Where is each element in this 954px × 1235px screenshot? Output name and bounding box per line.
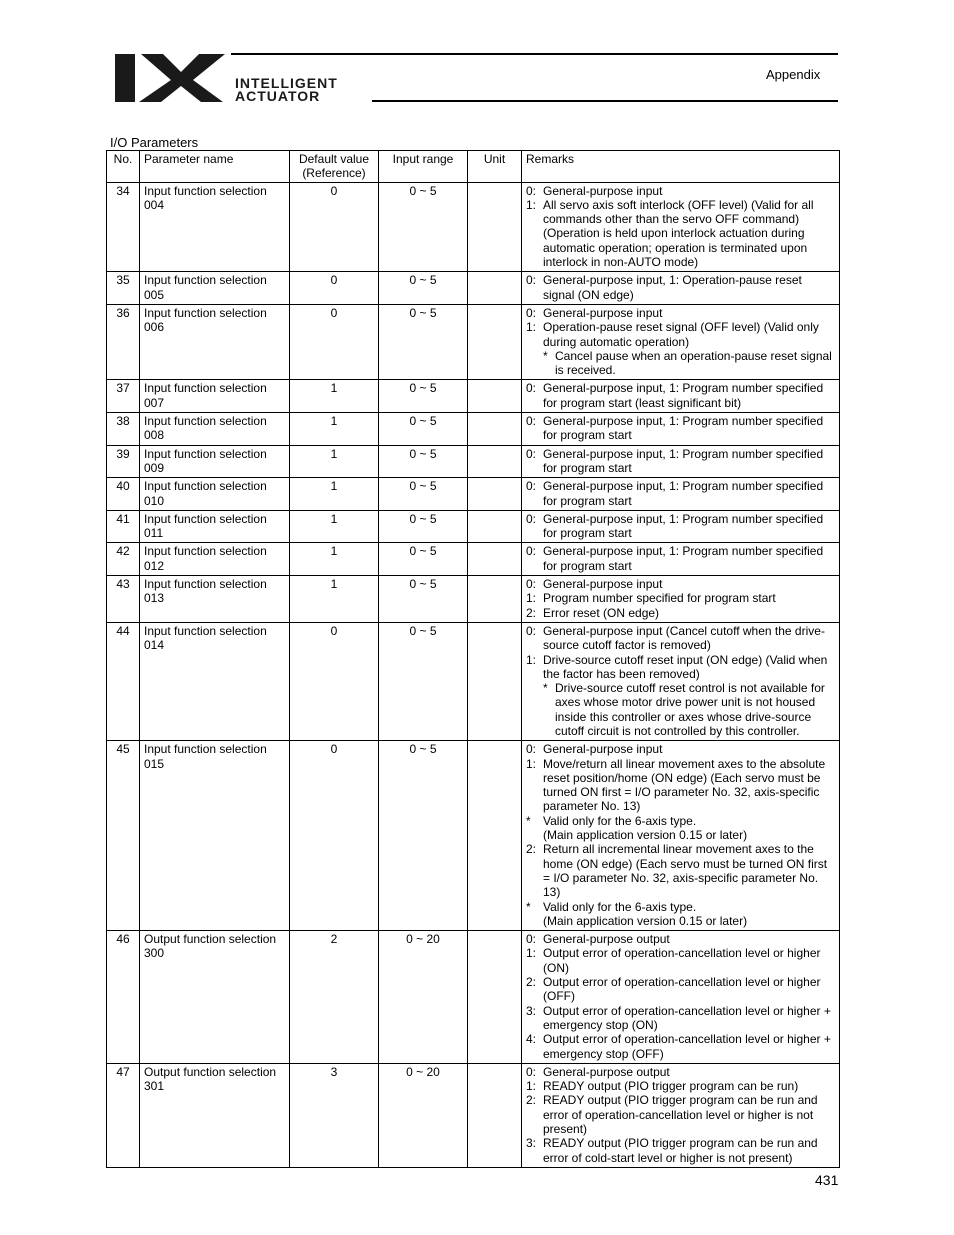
remark-key: * (543, 681, 548, 696)
param-name-line: Output function selection (144, 1064, 277, 1079)
param-default: 1 (290, 445, 379, 478)
remark-key: 4: (526, 1032, 537, 1047)
remark-text: General-purpose input, 1: Operation-pause reset signal (ON edge) (543, 273, 802, 302)
param-range: 0 ~ 5 (379, 413, 468, 446)
remark-key: 2: (526, 605, 537, 620)
table-row (107, 622, 840, 740)
param-unit (468, 543, 522, 576)
param-remarks (522, 931, 840, 1064)
header-rule-bottom (372, 100, 838, 102)
param-name (140, 380, 290, 413)
param-name (140, 510, 290, 543)
remark-item (526, 273, 835, 302)
remark-key: 0: (526, 183, 537, 198)
remark-text: General-purpose input (543, 742, 663, 757)
param-remarks (522, 445, 840, 478)
remark-key: 0: (526, 742, 537, 757)
param-range: 0 ~ 5 (379, 622, 468, 740)
param-name-line: 015 (144, 756, 165, 771)
remark-item (526, 306, 835, 320)
param-default: 1 (290, 510, 379, 543)
table-row (107, 413, 840, 446)
param-name-line: Input function selection (144, 544, 267, 559)
remark-item (526, 577, 835, 591)
param-no: 40 (107, 478, 140, 511)
table-row (107, 478, 840, 511)
logo-line2: ACTUATOR (235, 88, 321, 104)
remark-text: General-purpose input (543, 305, 663, 320)
param-default: 1 (290, 478, 379, 511)
remark-key: 2: (526, 1093, 537, 1108)
param-name (140, 1063, 290, 1167)
remark-text: Valid only for the 6-axis type. (543, 813, 697, 828)
remark-item (526, 900, 835, 914)
col-unit: Unit (468, 151, 522, 183)
remark-item (526, 757, 835, 814)
param-remarks (522, 576, 840, 623)
remark-text: (Main application version 0.15 or later) (543, 913, 748, 928)
param-remarks (522, 622, 840, 740)
param-no: 36 (107, 304, 140, 379)
header-rule-top (231, 53, 838, 55)
param-name-line: Input function selection (144, 742, 267, 757)
io-parameters-table (106, 150, 840, 1168)
remark-text: General-purpose input (543, 577, 663, 592)
remark-key: 2: (526, 842, 537, 857)
table-row (107, 543, 840, 576)
param-remarks (522, 413, 840, 446)
param-remarks (522, 182, 840, 272)
param-name-line: 300 (144, 946, 165, 961)
remark-item (526, 1065, 835, 1079)
remark-item (526, 653, 835, 682)
param-default: 0 (290, 741, 379, 931)
remark-key: 0: (526, 479, 537, 494)
remark-text: General-purpose output (543, 932, 670, 947)
col-no: No. (107, 151, 140, 183)
remark-item (526, 624, 835, 653)
remark-key: 0: (526, 511, 537, 526)
param-unit (468, 304, 522, 379)
table-row (107, 510, 840, 543)
table-row (107, 182, 840, 272)
remark-text: All servo axis soft interlock (OFF level) (Valid for all commands other than the servo OFF command) (Operation is held upon interlock actuation during automatic operation; operation is terminated upon interlock in non-AUTO mode) (543, 197, 814, 270)
param-default: 0 (290, 182, 379, 272)
param-name (140, 576, 290, 623)
remark-key: 0: (526, 1064, 537, 1079)
remark-item (526, 1079, 835, 1093)
param-name (140, 413, 290, 446)
param-range: 0 ~ 5 (379, 576, 468, 623)
col-default-line2: (Reference) (302, 166, 366, 181)
remark-note (526, 681, 835, 738)
remark-text: General-purpose input, 1: Program number specified for program start (543, 544, 824, 573)
param-default: 1 (290, 543, 379, 576)
remark-item (526, 828, 835, 842)
param-name-line: 011 (144, 526, 164, 541)
param-no: 45 (107, 741, 140, 931)
param-name-line: Input function selection (144, 577, 267, 592)
remark-item (526, 914, 835, 928)
param-range: 0 ~ 5 (379, 272, 468, 305)
param-name (140, 543, 290, 576)
remark-text: Output error of operation-cancellation level or higher (ON) (543, 946, 821, 975)
remark-text: Return all incremental linear movement axes to the home (ON edge) (Each servo must be turned ON first = I/O parameter No. 32, axis-specific parameter No. 13) (543, 842, 828, 900)
remark-key: 0: (526, 446, 537, 461)
param-range: 0 ~ 5 (379, 741, 468, 931)
remark-item (526, 184, 835, 198)
section-label: Appendix (766, 67, 821, 82)
param-default: 0 (290, 622, 379, 740)
table-row (107, 576, 840, 623)
param-name-line: 014 (144, 638, 165, 653)
param-name-line: Input function selection (144, 479, 267, 494)
remark-item (526, 975, 835, 1004)
table-row (107, 380, 840, 413)
param-name-line: 013 (144, 591, 165, 606)
remark-key: 1: (526, 1079, 537, 1094)
param-name-line: Input function selection (144, 446, 267, 461)
param-name (140, 478, 290, 511)
param-unit (468, 576, 522, 623)
remark-text: Valid only for the 6-axis type. (543, 899, 697, 914)
param-name-line: Input function selection (144, 273, 267, 288)
param-unit (468, 741, 522, 931)
remark-text: Error reset (ON edge) (543, 605, 660, 620)
param-unit (468, 622, 522, 740)
param-remarks (522, 510, 840, 543)
param-name-line: Input function selection (144, 414, 267, 429)
remark-item (526, 1004, 835, 1033)
remark-key: 0: (526, 544, 537, 559)
remark-item (526, 544, 835, 573)
remark-text: Operation-pause reset signal (OFF level) (Valid only during automatic operation) (543, 320, 819, 349)
param-remarks (522, 304, 840, 379)
param-no: 42 (107, 543, 140, 576)
param-range: 0 ~ 5 (379, 445, 468, 478)
param-name-line: Input function selection (144, 183, 267, 198)
remark-text: Output error of operation-cancellation level or higher + emergency stop (ON) (543, 1003, 831, 1032)
remark-item (526, 1032, 835, 1061)
table-body (107, 182, 840, 1167)
remark-text: READY output (PIO trigger program can be run) (543, 1079, 799, 1094)
remark-text: Output error of operation-cancellation level or higher + emergency stop (OFF) (543, 1032, 831, 1061)
param-no: 39 (107, 445, 140, 478)
param-default: 0 (290, 272, 379, 305)
table-row (107, 931, 840, 1064)
remark-item (526, 414, 835, 443)
remark-key: 1: (526, 591, 537, 606)
table-row (107, 445, 840, 478)
remark-item (526, 932, 835, 946)
param-name-line: Input function selection (144, 623, 267, 638)
remark-key: 0: (526, 932, 537, 947)
param-range: 0 ~ 20 (379, 931, 468, 1064)
remark-item (526, 381, 835, 410)
remark-text: General-purpose input, 1: Program number specified for program start (543, 446, 824, 475)
remark-item (526, 842, 835, 899)
param-name (140, 622, 290, 740)
param-unit (468, 510, 522, 543)
param-name-line: 008 (144, 428, 165, 443)
param-no: 43 (107, 576, 140, 623)
param-name-line: Output function selection (144, 932, 277, 947)
param-no: 38 (107, 413, 140, 446)
param-range: 0 ~ 5 (379, 478, 468, 511)
param-remarks (522, 543, 840, 576)
param-name (140, 182, 290, 272)
param-name-line: 009 (144, 460, 165, 475)
remark-key: 3: (526, 1136, 537, 1151)
param-unit (468, 272, 522, 305)
remark-text: General-purpose input, 1: Program number specified for program start (543, 414, 824, 443)
param-name (140, 931, 290, 1064)
remark-item (526, 320, 835, 349)
col-default-line1: Default value (298, 152, 370, 166)
remark-key: * (543, 348, 548, 363)
param-range: 0 ~ 5 (379, 182, 468, 272)
company-logo (115, 52, 400, 104)
param-range: 0 ~ 5 (379, 510, 468, 543)
remark-key: 1: (526, 652, 537, 667)
param-no: 41 (107, 510, 140, 543)
param-default: 2 (290, 931, 379, 1064)
remark-text: General-purpose input (Cancel cutoff when the drive-source cutoff factor is removed) (543, 623, 825, 653)
table-row (107, 304, 840, 379)
remark-text: General-purpose input, 1: Program number specified for program start (543, 479, 824, 508)
remark-item (526, 1136, 835, 1165)
remark-key: 0: (526, 273, 537, 288)
param-unit (468, 380, 522, 413)
param-range: 0 ~ 5 (379, 543, 468, 576)
remark-key: 1: (526, 320, 537, 335)
param-remarks (522, 272, 840, 305)
remark-text: Drive-source cutoff reset input (ON edge) (Valid when the factor has been removed) (543, 652, 828, 681)
ix-logo-mark (115, 52, 400, 104)
param-remarks (522, 741, 840, 931)
col-remarks: Remarks (522, 151, 840, 183)
param-name (140, 272, 290, 305)
remark-item (526, 606, 835, 620)
remark-item (526, 742, 835, 756)
table-title: I/O Parameters (110, 135, 199, 150)
param-name-line: Input function selection (144, 305, 267, 320)
remark-key: 1: (526, 197, 537, 212)
param-name-line: 004 (144, 197, 165, 212)
remark-text: Cancel pause when an operation-pause reset signal is received. (555, 348, 832, 378)
table-row (107, 741, 840, 931)
page-number: 431 (815, 1172, 839, 1188)
remark-item (526, 814, 835, 828)
param-no: 37 (107, 380, 140, 413)
remark-key: 0: (526, 414, 537, 429)
remark-item (526, 447, 835, 476)
remark-text: READY output (PIO trigger program can be run and error of operation-cancellation level or higher is not present) (543, 1093, 818, 1136)
remark-text: READY output (PIO trigger program can be run and error of cold-start level or higher is not present) (543, 1136, 818, 1165)
param-default: 1 (290, 380, 379, 413)
param-no: 34 (107, 182, 140, 272)
remark-text: General-purpose input, 1: Program number specified for program start (least significant bit) (543, 381, 824, 410)
param-default: 0 (290, 304, 379, 379)
remark-key: 0: (526, 623, 537, 638)
remark-item (526, 479, 835, 508)
param-no: 35 (107, 272, 140, 305)
remark-text: General-purpose output (543, 1064, 670, 1079)
col-default-value (290, 151, 379, 183)
remark-key: 0: (526, 381, 537, 396)
table-row (107, 1063, 840, 1167)
param-unit (468, 1063, 522, 1167)
param-name-line: 012 (144, 558, 165, 573)
param-name-line: Input function selection (144, 381, 267, 396)
param-name (140, 304, 290, 379)
param-name-line: 005 (144, 287, 165, 302)
remark-key: * (526, 813, 531, 828)
param-range: 0 ~ 20 (379, 1063, 468, 1167)
remark-note (526, 349, 835, 378)
param-default: 3 (290, 1063, 379, 1167)
param-no: 46 (107, 931, 140, 1064)
param-remarks (522, 380, 840, 413)
remark-item (526, 946, 835, 975)
remark-key: 0: (526, 577, 537, 592)
remark-text: General-purpose input (543, 183, 663, 198)
remark-key: 2: (526, 975, 537, 990)
param-no: 47 (107, 1063, 140, 1167)
table-header-row (107, 151, 840, 183)
param-name (140, 445, 290, 478)
remark-key: * (526, 899, 531, 914)
param-range: 0 ~ 5 (379, 304, 468, 379)
param-unit (468, 445, 522, 478)
remark-item (526, 512, 835, 541)
remark-text: Drive-source cutoff reset control is not available for axes whose motor drive power unit is not housed inside this controller or axes whose drive-source cutoff circuit is not controlled by this controller. (555, 681, 825, 738)
param-default: 1 (290, 413, 379, 446)
remark-text: General-purpose input, 1: Program number specified for program start (543, 511, 824, 541)
param-name-line: 006 (144, 320, 165, 335)
param-range: 0 ~ 5 (379, 380, 468, 413)
remark-text: Program number specified for program start (543, 591, 776, 606)
remark-text: Move/return all linear movement axes to the absolute reset position/home (ON edge) (Each servo must be turned ON first = I/O parameter No. 32, axis-specific parameter No. 13) (543, 756, 826, 814)
param-name (140, 741, 290, 931)
table-row (107, 272, 840, 305)
param-default: 1 (290, 576, 379, 623)
remark-item (526, 198, 835, 269)
param-unit (468, 931, 522, 1064)
remark-key: 3: (526, 1003, 537, 1018)
logo-line1: INTELLIGENT (235, 75, 338, 91)
col-parameter-name: Parameter name (140, 151, 290, 183)
param-no: 44 (107, 622, 140, 740)
param-name-line: 010 (144, 493, 165, 508)
param-name-line: 007 (144, 395, 165, 410)
param-name-line: 301 (144, 1079, 165, 1094)
remark-key: 1: (526, 756, 537, 771)
param-unit (468, 413, 522, 446)
param-name-line: Input function selection (144, 511, 267, 526)
param-remarks (522, 478, 840, 511)
remark-item (526, 591, 835, 605)
param-remarks (522, 1063, 840, 1167)
remark-text: Output error of operation-cancellation level or higher (OFF) (543, 975, 821, 1004)
param-unit (468, 182, 522, 272)
remark-key: 0: (526, 305, 537, 320)
col-input-range: Input range (379, 151, 468, 183)
remark-key: 1: (526, 946, 537, 961)
remark-text: (Main application version 0.15 or later) (543, 828, 748, 843)
param-unit (468, 478, 522, 511)
remark-item (526, 1093, 835, 1136)
